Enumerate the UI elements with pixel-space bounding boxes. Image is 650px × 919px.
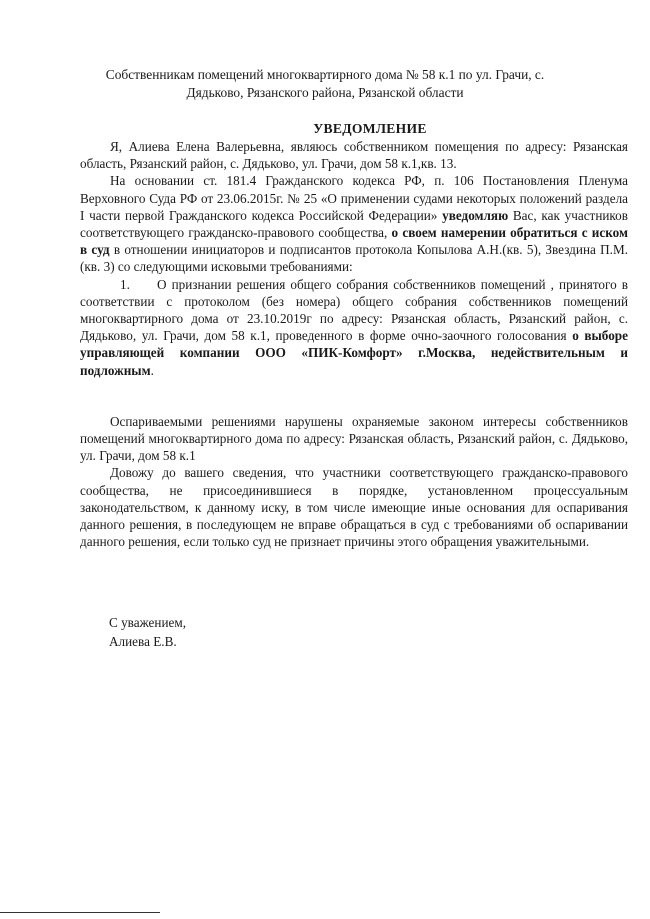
paragraph-gap [80,379,628,396]
closing-phrase: С уважением, [109,615,186,630]
basis-text-2: Вас, как участников соответствующего гражданско-правового сообщества, [80,207,628,241]
claim-text-2: . [150,362,154,378]
addressee-block [80,66,570,102]
basis-paragraph [80,172,628,275]
basis-bold-notify: уведомляю [442,207,509,223]
footer-rule [0,912,160,913]
claim-bold: о выборе управляющей компании ООО «ПИК-Комфорт» г.Москва, недействительным и подложным [80,328,628,378]
notice-paragraph: Довожу до вашего сведения, что участники соответствующего гражданско-правового сообщества, не присоединившиеся в порядке, установленном процессуальным законодательством, к данному иску, в том числе имеющие иные основания для оспаривания данного решения, в последующем не вправе обращаться в суд с требованиями об оспаривании данного решения, если только суд не признает причины этого обращения уважительными. [80,465,628,550]
intro-paragraph: Я, Алиева Елена Валерьевна, являюсь собственником помещения по адресу: Рязанская область, Рязанский район, с. Дядьково, ул. Грачи, дом 58 к.1,кв. 13. [80,139,628,172]
claim-text-1: О признании решения общего собрания собственников помещений , принятого в соответствии с протоколом (без номера) общего собрания собственников помещений многоквартирного дома от 23.10.2019г по адресу: Рязанская область, Рязанский район, с. Дядьково, ул. Грачи, дом 58 к.1, проведенного в форме очно-заочного голосования [80,276,628,344]
paragraph-gap [80,396,628,413]
addressee-line-1: Собственникам помещений многоквартирного дома № 58 к.1 по ул. Грачи, с. [105,67,545,82]
violation-paragraph: Оспариваемыми решениями нарушены охраняемые законом интересы собственников помещений многоквартирного дома по адресу: Рязанская область, Рязанский район, с. Дядьково, ул. Грачи, дом 58 к.1 [80,413,628,464]
basis-text-3: в отношении инициаторов и подписантов протокола Копылова А.Н.(кв. 5), Звездина П.М. (кв. 3) со следующими исковыми требованиями: [80,242,628,275]
document-title: УВЕДОМЛЕНИЕ [313,121,427,136]
document-body [80,138,628,550]
basis-bold-intent: о своем намерении обратиться с иском в суд [80,225,628,258]
signer-name: Алиева Е.В. [109,634,177,649]
claim-item [80,276,628,379]
addressee-line-2: Дядьково, Рязанского района, Рязанской области [186,85,464,100]
signoff-block [109,613,186,651]
basis-text-1: На основании ст. 181.4 Гражданского кодекса РФ, п. 106 Постановления Пленума Верховного Суда РФ от 23.06.2015г. № 25 «О применении судами некоторых положений раздела I части первой Гражданского кодекса Российской Федерации» [80,173,628,223]
claim-number: 1. [120,276,130,292]
